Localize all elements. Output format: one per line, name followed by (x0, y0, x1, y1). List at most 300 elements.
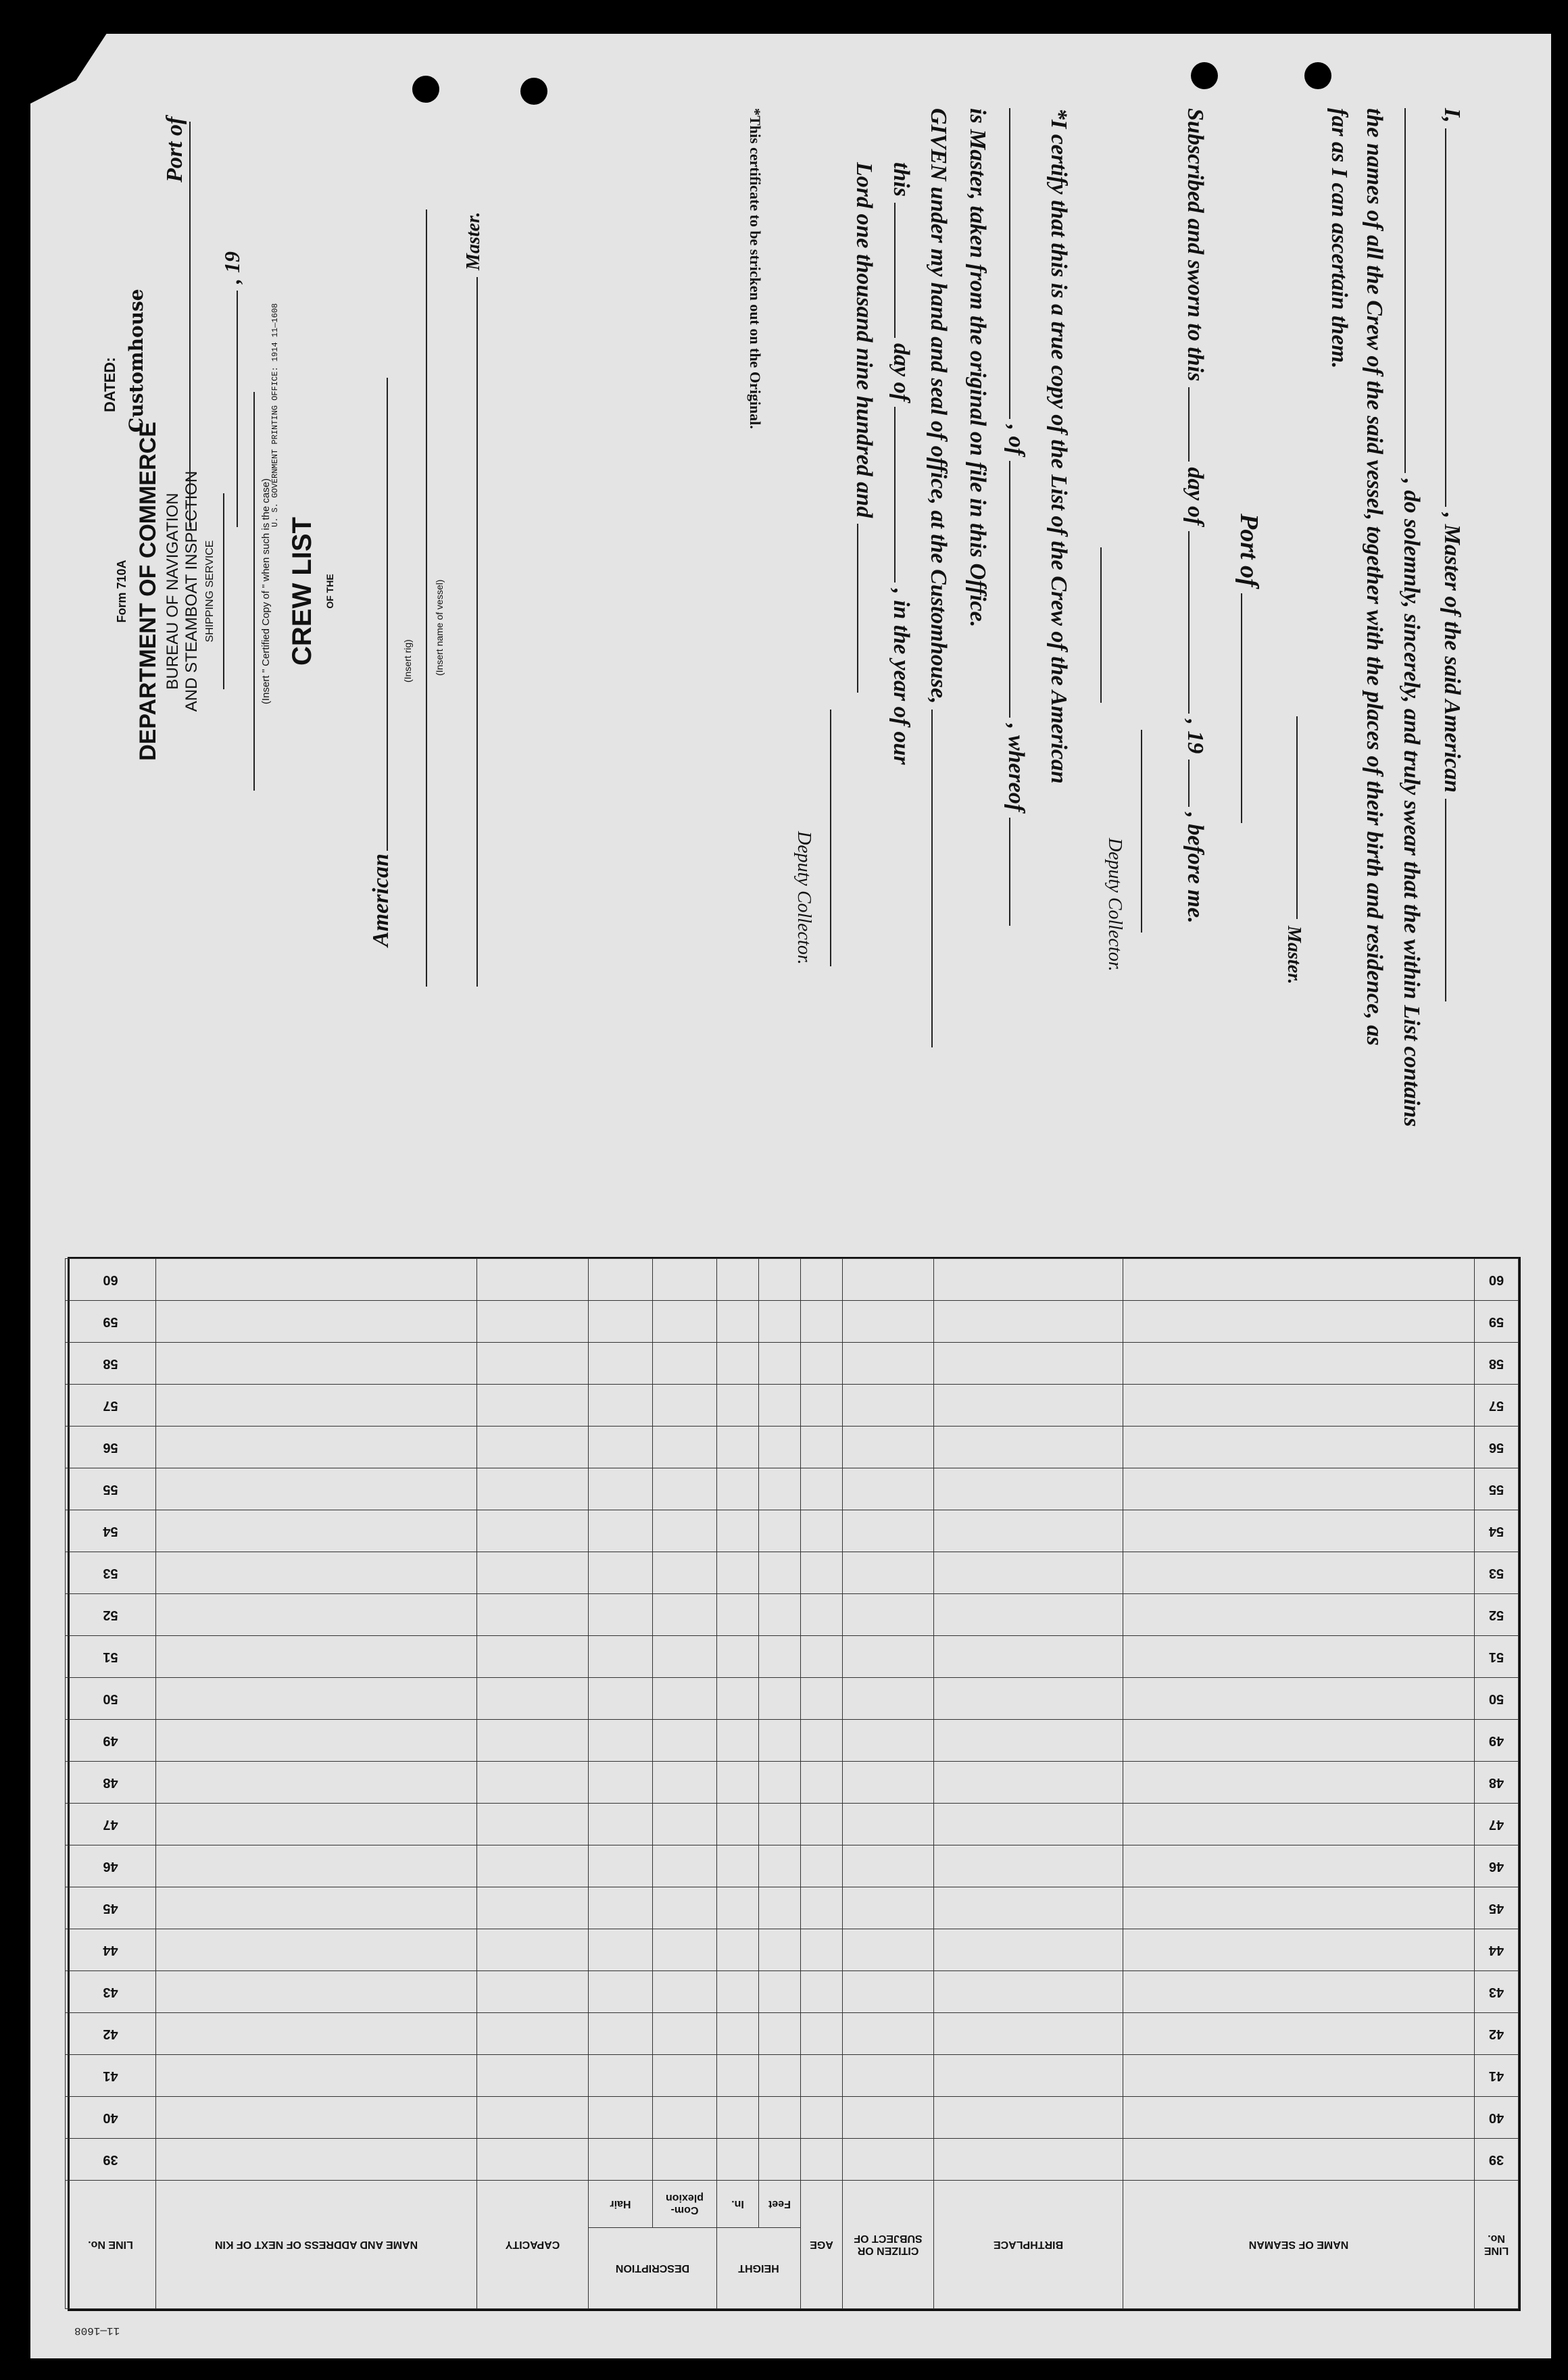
crew-cell[interactable] (155, 1594, 476, 1636)
crew-cell[interactable] (759, 1636, 801, 1678)
line-number: 46 (65, 1845, 155, 1887)
crew-cell[interactable] (716, 1468, 758, 1510)
crew-cell[interactable] (1123, 1762, 1475, 1804)
crew-cell[interactable] (759, 1427, 801, 1468)
line-number: 54 (65, 1510, 155, 1552)
crew-cell[interactable] (716, 1552, 758, 1594)
crew-cell[interactable] (476, 2055, 588, 2097)
crew-cell[interactable] (934, 1594, 1123, 1636)
crew-cell[interactable] (801, 1427, 843, 1468)
crew-cell[interactable] (716, 1301, 758, 1343)
crew-cell[interactable] (759, 2013, 801, 2055)
insert-certified-note: (Insert " Certified Copy of " when such is the case) (260, 478, 272, 705)
crew-cell[interactable] (476, 1678, 588, 1720)
crew-cell[interactable] (801, 1552, 843, 1594)
crew-cell[interactable] (843, 1301, 934, 1343)
certified-master-blank[interactable] (1009, 818, 1031, 926)
crew-cell[interactable] (801, 1301, 843, 1343)
crew-cell[interactable] (1123, 1804, 1475, 1845)
table-row (65, 1510, 1518, 1552)
crew-cell[interactable] (843, 2139, 934, 2181)
crew-cell[interactable] (155, 1636, 476, 1678)
crew-cell[interactable] (652, 1510, 716, 1552)
crew-cell[interactable] (716, 1887, 758, 1929)
crew-cell[interactable] (476, 1971, 588, 2013)
crew-cell[interactable] (934, 1929, 1123, 1971)
crew-cell[interactable] (843, 1678, 934, 1720)
crew-cell[interactable] (476, 1762, 588, 1804)
crew-table (68, 1257, 1521, 2311)
table-row (65, 2097, 1518, 2139)
table-row (65, 1259, 1518, 1301)
bureau-line-1: BUREAU OF NAVIGATION (164, 493, 182, 690)
oath-swear-text: , do solemnly, sincerely, and truly swear that the within List contains (1399, 478, 1424, 1127)
table-row (65, 1971, 1518, 2013)
crew-cell[interactable] (801, 2055, 843, 2097)
crew-cell[interactable] (843, 1887, 934, 1929)
crew-cell[interactable] (155, 1804, 476, 1845)
crew-cell[interactable] (588, 1720, 652, 1762)
crew-cell[interactable] (155, 1301, 476, 1343)
crew-cell[interactable] (934, 1385, 1123, 1427)
crew-cell[interactable] (934, 2097, 1123, 2139)
col-inches: In. (716, 2181, 758, 2228)
crew-cell[interactable] (843, 1594, 934, 1636)
crew-cell[interactable] (759, 1804, 801, 1845)
crew-cell[interactable] (934, 1427, 1123, 1468)
crew-cell[interactable] (843, 1929, 934, 1971)
crew-cell[interactable] (652, 1594, 716, 1636)
crew-cell[interactable] (759, 1343, 801, 1385)
crew-cell[interactable] (588, 1427, 652, 1468)
crew-cell[interactable] (652, 2055, 716, 2097)
crew-cell[interactable] (588, 2139, 652, 2181)
crew-cell[interactable] (155, 1929, 476, 1971)
crew-cell[interactable] (155, 1510, 476, 1552)
crew-cell[interactable] (843, 1971, 934, 2013)
crew-cell[interactable] (934, 1301, 1123, 1343)
crew-cell[interactable] (759, 1762, 801, 1804)
crew-cell[interactable] (476, 2013, 588, 2055)
crew-cell[interactable] (843, 1804, 934, 1845)
crew-cell[interactable] (476, 1929, 588, 1971)
crew-cell[interactable] (801, 1510, 843, 1552)
crew-cell[interactable] (588, 1259, 652, 1301)
crew-cell[interactable] (716, 1510, 758, 1552)
crew-cell[interactable] (1123, 1636, 1475, 1678)
crew-cell[interactable] (759, 1301, 801, 1343)
line-number: 49 (65, 1720, 155, 1762)
crew-cell[interactable] (588, 1510, 652, 1552)
crew-cell[interactable] (1123, 1468, 1475, 1510)
crew-cell[interactable] (155, 2139, 476, 2181)
crew-cell[interactable] (588, 1678, 652, 1720)
crew-cell[interactable] (801, 1385, 843, 1427)
crew-cell[interactable] (1123, 1929, 1475, 1971)
crew-cell[interactable] (716, 1594, 758, 1636)
given-month-blank[interactable] (894, 407, 916, 582)
crew-cell[interactable] (476, 1636, 588, 1678)
of-text: , of (1004, 424, 1029, 455)
crew-cell[interactable] (801, 1468, 843, 1510)
crew-cell[interactable] (716, 2055, 758, 2097)
line-number: 41 (1475, 2055, 1519, 2097)
crew-cell[interactable] (843, 2055, 934, 2097)
crew-cell[interactable] (801, 1259, 843, 1301)
crew-cell[interactable] (652, 1762, 716, 1804)
crew-cell[interactable] (934, 1259, 1123, 1301)
year-of-our-text: , in the year of our (889, 588, 914, 765)
crew-cell[interactable] (716, 1929, 758, 1971)
crew-cell[interactable] (801, 1804, 843, 1845)
crew-cell[interactable] (155, 1468, 476, 1510)
crew-cell[interactable] (476, 2097, 588, 2139)
crew-cell[interactable] (759, 2055, 801, 2097)
crew-cell[interactable] (652, 1552, 716, 1594)
line-number: 47 (65, 1804, 155, 1845)
crew-cell[interactable] (476, 1594, 588, 1636)
table-row (65, 1678, 1518, 1720)
crew-cell[interactable] (476, 1804, 588, 1845)
col-birthplace: BIRTHPLACE (934, 2181, 1123, 2309)
crew-cell[interactable] (652, 2097, 716, 2139)
crew-cell[interactable] (588, 2097, 652, 2139)
line-number: 58 (65, 1343, 155, 1385)
crew-cell[interactable] (476, 1385, 588, 1427)
crew-cell[interactable] (652, 1301, 716, 1343)
crew-cell[interactable] (1123, 1510, 1475, 1552)
crew-cell[interactable] (155, 1720, 476, 1762)
table-row (65, 1468, 1518, 1510)
crew-cell[interactable] (934, 1343, 1123, 1385)
crew-cell[interactable] (801, 1343, 843, 1385)
crew-cell[interactable] (843, 1510, 934, 1552)
crew-cell[interactable] (155, 1762, 476, 1804)
crew-cell[interactable] (1123, 1343, 1475, 1385)
given-day-blank[interactable] (894, 203, 916, 338)
crew-cell[interactable] (843, 1385, 934, 1427)
crew-cell[interactable] (934, 1762, 1123, 1804)
form-code: 11—1608 (74, 2325, 120, 2337)
crew-cell[interactable] (801, 1636, 843, 1678)
crew-cell[interactable] (1123, 1887, 1475, 1929)
line-number: 51 (1475, 1636, 1519, 1678)
crew-cell[interactable] (759, 1510, 801, 1552)
table-row (65, 1887, 1518, 1929)
crew-cell[interactable] (588, 1468, 652, 1510)
subscribed-year-blank[interactable] (1188, 760, 1210, 807)
crew-cell[interactable] (652, 1468, 716, 1510)
crew-cell[interactable] (759, 1678, 801, 1720)
vessel-name-blank[interactable] (1404, 108, 1426, 473)
crew-cell[interactable] (652, 1678, 716, 1720)
crew-cell[interactable] (759, 1929, 801, 1971)
crew-cell[interactable] (934, 1845, 1123, 1887)
line-number: 60 (1475, 1259, 1519, 1301)
crew-cell[interactable] (716, 1636, 758, 1678)
crew-cell[interactable] (716, 1762, 758, 1804)
certify-line: *I certify that this is a true copy of the List of the Crew of the American (1046, 108, 1071, 784)
crew-cell[interactable] (1123, 1594, 1475, 1636)
table-row (65, 1552, 1518, 1594)
crew-cell[interactable] (588, 1804, 652, 1845)
crew-cell[interactable] (843, 1636, 934, 1678)
crew-cell[interactable] (843, 1845, 934, 1887)
crew-cell[interactable] (843, 1552, 934, 1594)
crew-cell[interactable] (934, 1678, 1123, 1720)
crew-cell[interactable] (155, 1343, 476, 1385)
crew-cell[interactable] (652, 1427, 716, 1468)
crew-cell[interactable] (652, 1971, 716, 2013)
table-row (65, 1636, 1518, 1678)
crew-cell[interactable] (759, 2139, 801, 2181)
crew-cell[interactable] (155, 1887, 476, 1929)
crew-cell[interactable] (934, 1971, 1123, 2013)
crew-cell[interactable] (588, 1636, 652, 1678)
crew-cell[interactable] (588, 2013, 652, 2055)
crew-cell[interactable] (476, 2139, 588, 2181)
crew-cell[interactable] (716, 2013, 758, 2055)
crew-cell[interactable] (934, 2139, 1123, 2181)
crew-cell[interactable] (801, 1594, 843, 1636)
table-row (65, 1385, 1518, 1427)
insert-name-note: (Insert name of vessel) (434, 579, 445, 676)
crew-cell[interactable] (843, 2013, 934, 2055)
crew-cell[interactable] (1123, 1971, 1475, 2013)
line-number: 57 (65, 1385, 155, 1427)
subscribed-before-me: , before me. (1183, 812, 1208, 924)
crew-cell[interactable] (759, 1887, 801, 1929)
deputy-collector-signature-line-2[interactable] (830, 710, 831, 966)
crew-cell[interactable] (934, 1636, 1123, 1678)
line-number: 54 (1475, 1510, 1519, 1552)
col-line-no: LINE No. (1475, 2181, 1519, 2309)
crew-cell[interactable] (652, 1929, 716, 1971)
crew-cell[interactable] (155, 2055, 476, 2097)
crew-cell[interactable] (759, 1720, 801, 1762)
lord-line (851, 162, 879, 693)
master-oath-certificate (635, 108, 1467, 1162)
crew-cell[interactable] (155, 1385, 476, 1427)
shipping-service: SHIPPING SERVICE (204, 540, 216, 643)
crew-cell[interactable] (801, 1720, 843, 1762)
vessel-type-blank[interactable] (1445, 799, 1467, 1001)
crew-cell[interactable] (652, 1845, 716, 1887)
port-of-line (1234, 514, 1264, 823)
crew-cell[interactable] (759, 1385, 801, 1427)
crew-cell[interactable] (588, 2055, 652, 2097)
crew-cell[interactable] (934, 2013, 1123, 2055)
crew-cell[interactable] (1123, 2139, 1475, 2181)
crew-cell[interactable] (652, 1636, 716, 1678)
crew-cell[interactable] (716, 2097, 758, 2139)
crew-cell[interactable] (588, 1385, 652, 1427)
crew-cell[interactable] (155, 1427, 476, 1468)
crew-cell[interactable] (476, 1259, 588, 1301)
crew-cell[interactable] (934, 1468, 1123, 1510)
line-number: 59 (1475, 1301, 1519, 1343)
given-text: GIVEN under my hand and seal of office, at the Customhouse, (926, 108, 951, 704)
crew-cell[interactable] (652, 1385, 716, 1427)
crew-cell[interactable] (652, 1720, 716, 1762)
crew-cell[interactable] (759, 1971, 801, 2013)
crew-cell[interactable] (476, 1720, 588, 1762)
crew-cell[interactable] (934, 1887, 1123, 1929)
crew-cell[interactable] (1123, 1720, 1475, 1762)
crew-cell[interactable] (934, 1720, 1123, 1762)
subscribed-day-blank[interactable] (1188, 387, 1210, 462)
crew-cell[interactable] (801, 1929, 843, 1971)
crew-cell[interactable] (843, 2097, 934, 2139)
crew-cell[interactable] (652, 1887, 716, 1929)
crew-cell[interactable] (476, 1887, 588, 1929)
line-number: 60 (65, 1259, 155, 1301)
crew-cell[interactable] (843, 1427, 934, 1468)
table-row (65, 1720, 1518, 1762)
crew-cell[interactable] (843, 1259, 934, 1301)
master-name-blank[interactable] (1445, 128, 1467, 507)
crew-cell[interactable] (843, 1720, 934, 1762)
line-number: 39 (65, 2139, 155, 2181)
line-number: 56 (1475, 1427, 1519, 1468)
crew-cell[interactable] (652, 2013, 716, 2055)
crew-cell[interactable] (716, 1720, 758, 1762)
crew-cell[interactable] (843, 1343, 934, 1385)
crew-cell[interactable] (716, 1804, 758, 1845)
crew-cell[interactable] (1123, 2055, 1475, 2097)
customhouse-blank[interactable] (931, 710, 953, 1047)
crew-cell[interactable] (801, 2139, 843, 2181)
crew-cell[interactable] (801, 1678, 843, 1720)
table-header-row (65, 2228, 1518, 2309)
printer-imprint: U. S. GOVERNMENT PRINTING OFFICE: 1914 11—1608 (270, 303, 280, 527)
crew-cell[interactable] (155, 2097, 476, 2139)
crew-cell[interactable] (155, 1552, 476, 1594)
master-signature-line[interactable] (1296, 716, 1298, 919)
crew-cell[interactable] (476, 1468, 588, 1510)
line-number: 50 (1475, 1678, 1519, 1720)
crew-cell[interactable] (934, 1552, 1123, 1594)
crew-cell[interactable] (652, 1804, 716, 1845)
crew-cell[interactable] (1123, 2097, 1475, 2139)
crew-cell[interactable] (476, 1552, 588, 1594)
crew-cell[interactable] (759, 1468, 801, 1510)
crew-cell[interactable] (1123, 1301, 1475, 1343)
crew-cell[interactable] (476, 1510, 588, 1552)
crew-cell[interactable] (801, 1845, 843, 1887)
port-of-blank[interactable] (1241, 593, 1263, 823)
crew-cell[interactable] (652, 1259, 716, 1301)
crew-cell[interactable] (155, 1845, 476, 1887)
crew-cell[interactable] (476, 1845, 588, 1887)
crew-cell[interactable] (1123, 1427, 1475, 1468)
subscribed-month-blank[interactable] (1188, 531, 1210, 714)
crew-cell[interactable] (716, 1385, 758, 1427)
crew-cell[interactable] (588, 1929, 652, 1971)
crew-cell[interactable] (588, 1594, 652, 1636)
crew-cell[interactable] (759, 1845, 801, 1887)
crew-cell[interactable] (155, 1259, 476, 1301)
crew-cell[interactable] (1123, 1678, 1475, 1720)
crew-cell[interactable] (476, 1343, 588, 1385)
crew-cell[interactable] (588, 1887, 652, 1929)
crew-cell[interactable] (716, 2139, 758, 2181)
department-title: DEPARTMENT OF COMMERCE (135, 422, 161, 761)
crew-cell[interactable] (588, 1845, 652, 1887)
col-citizen: CITIZEN OR SUBJECT OF (843, 2181, 934, 2309)
crew-cell[interactable] (588, 1971, 652, 2013)
line-number: 45 (65, 1887, 155, 1929)
crew-cell[interactable] (476, 1427, 588, 1468)
crew-cell[interactable] (716, 1845, 758, 1887)
crew-cell[interactable] (801, 2097, 843, 2139)
bureau-line-2: AND STEAMBOAT INSPECTION (182, 470, 201, 712)
crew-cell[interactable] (1123, 1845, 1475, 1887)
crew-cell[interactable] (652, 1343, 716, 1385)
col-name-of-seaman: NAME OF SEAMAN (1123, 2181, 1475, 2309)
line-number: 41 (65, 2055, 155, 2097)
deputy-collector-label-1: Deputy Collector. (1104, 838, 1125, 972)
crew-cell[interactable] (1123, 2013, 1475, 2055)
deputy-collector-label-2: Deputy Collector. (793, 831, 814, 965)
american-label: American (368, 853, 393, 947)
line-number: 46 (1475, 1845, 1519, 1887)
certified-vessel-blank[interactable] (1009, 108, 1031, 419)
crew-cell[interactable] (155, 1678, 476, 1720)
col-capacity: CAPACITY (476, 2181, 588, 2309)
deputy-collector-signature-line[interactable] (1141, 730, 1142, 933)
crew-cell[interactable] (476, 1301, 588, 1343)
given-year-blank[interactable] (857, 524, 879, 693)
crew-cell[interactable] (759, 1594, 801, 1636)
col-age: AGE (801, 2181, 843, 2309)
crew-cell[interactable] (759, 1552, 801, 1594)
crew-cell[interactable] (934, 1804, 1123, 1845)
crew-cell[interactable] (759, 2097, 801, 2139)
crew-cell[interactable] (652, 2139, 716, 2181)
crew-cell[interactable] (716, 1427, 758, 1468)
crew-cell[interactable] (934, 1510, 1123, 1552)
crew-cell[interactable] (588, 1343, 652, 1385)
crew-cell[interactable] (843, 1468, 934, 1510)
crew-cell[interactable] (801, 1971, 843, 2013)
crew-cell[interactable] (716, 1343, 758, 1385)
crew-cell[interactable] (843, 1762, 934, 1804)
customhouse-port-blank[interactable] (189, 122, 191, 527)
crew-cell[interactable] (155, 2013, 476, 2055)
is-master-line: is Master, taken from the original on file in this Office. (965, 108, 990, 628)
crew-cell[interactable] (1123, 1385, 1475, 1427)
endorse-date-blank[interactable] (237, 291, 238, 527)
crew-cell[interactable] (1123, 1552, 1475, 1594)
crew-cell[interactable] (588, 1762, 652, 1804)
crew-cell[interactable] (716, 1971, 758, 2013)
crew-cell[interactable] (801, 1887, 843, 1929)
crew-cell[interactable] (155, 1971, 476, 2013)
line-number: 47 (1475, 1804, 1519, 1845)
crew-cell[interactable] (588, 1552, 652, 1594)
crew-cell[interactable] (759, 1259, 801, 1301)
crew-cell[interactable] (934, 2055, 1123, 2097)
crew-cell[interactable] (588, 1301, 652, 1343)
crew-cell[interactable] (801, 2013, 843, 2055)
crew-cell[interactable] (1123, 1259, 1475, 1301)
col-next-of-kin: NAME AND ADDRESS OF NEXT OF KIN (155, 2181, 476, 2309)
certified-port-blank[interactable] (1009, 461, 1031, 718)
crew-cell[interactable] (801, 1762, 843, 1804)
crew-cell[interactable] (716, 1678, 758, 1720)
crew-cell[interactable] (716, 1259, 758, 1301)
